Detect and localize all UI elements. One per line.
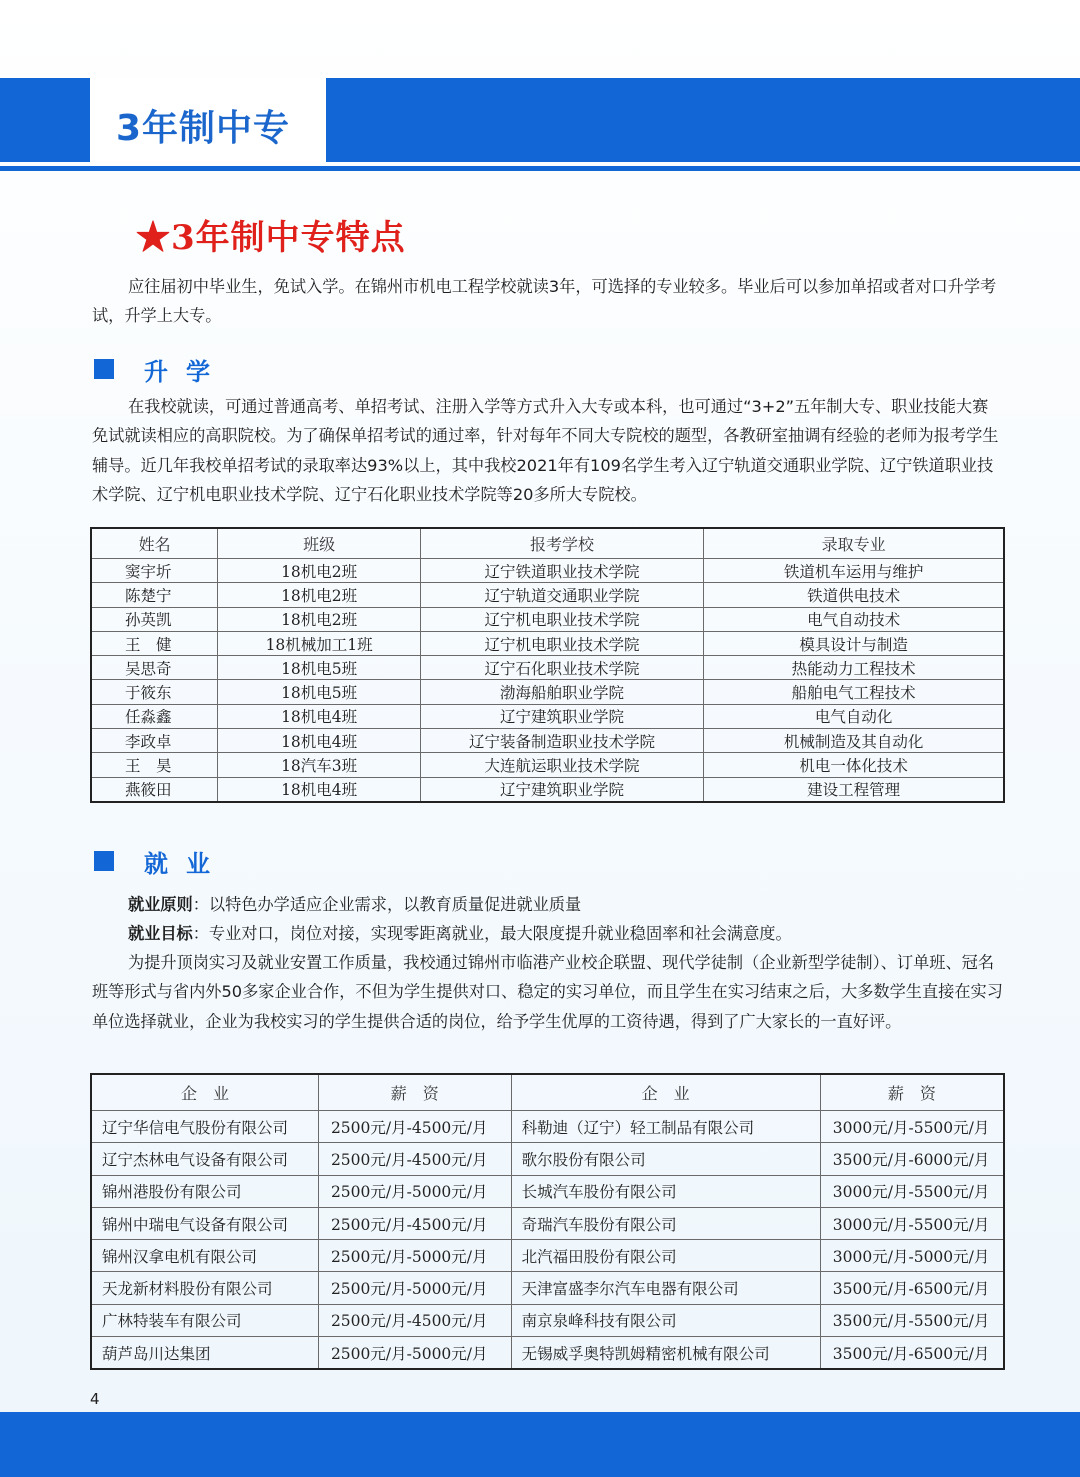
header-divider	[0, 166, 1080, 171]
table-cell: 18汽车3班	[218, 753, 421, 777]
employment-body	[92, 948, 1004, 1036]
table-cell: 机械制造及其自动化	[704, 729, 1004, 753]
table-cell: 辽宁铁道职业技术学院	[420, 559, 703, 583]
table-cell: 歌尔股份有限公司	[511, 1143, 820, 1175]
table-cell: 大连航运职业技术学院	[420, 753, 703, 777]
table-cell: 18机械加工1班	[218, 631, 421, 655]
employment-body-text: 为提升顶岗实习及就业安置工作质量，我校通过锦州市临港产业校企联盟、现代学徒制（企业新型学徒制）、订单班、冠名班等形式与省内外50多家企业合作，不但为学生提供对口、稳定的实习单位，而且学生在实习结束之后，大多数学生直接在实习单位选择就业，企业为我校实习的学生提供合适的岗位，给予学生优厚的工资待遇，得到了广大家长的一直好评。	[92, 953, 1003, 1031]
table-cell: 2500元/月-4500元/月	[318, 1304, 511, 1336]
column-header: 录取专业	[704, 528, 1004, 559]
column-header: 报考学校	[420, 528, 703, 559]
further-study-heading	[94, 354, 228, 384]
column-header: 姓名	[91, 528, 218, 559]
page-number: 4	[90, 1390, 100, 1408]
table-cell: 窦宇圻	[91, 559, 218, 583]
table-cell: 2500元/月-4500元/月	[318, 1143, 511, 1175]
table-cell: 3000元/月-5500元/月	[820, 1111, 1004, 1143]
table-cell: 任淼鑫	[91, 704, 218, 728]
table-cell: 3000元/月-5500元/月	[820, 1207, 1004, 1239]
square-bullet-icon	[94, 851, 114, 871]
table-cell: 辽宁装备制造职业技术学院	[420, 729, 703, 753]
employment-principle	[92, 890, 1004, 919]
table-cell: 吴思奇	[91, 656, 218, 680]
column-header: 班级	[218, 528, 421, 559]
employment-principle-label: 就业原则	[128, 895, 193, 914]
table-cell: 2500元/月-5000元/月	[318, 1240, 511, 1272]
table-cell: 科勒迪（辽宁）轻工制品有限公司	[511, 1111, 820, 1143]
table-row	[91, 1272, 1004, 1304]
footer-band	[0, 1412, 1080, 1477]
further-study-body-text: 在我校就读，可通过普通高考、单招考试、注册入学等方式升入大专或本科，也可通过“3+2”五年制大专、职业技能大赛免试就读相应的高职院校。为了确保单招考试的通过率，针对每年不同大专院校的题型，各教研室抽调有经验的老师为报考学生辅导。近几年我校单招考试的录取率达93%以上，其中我校2021年有109名学生考入辽宁轨道交通职业学院、辽宁铁道职业技术学院、辽宁机电职业技术学院、辽宁石化职业技术学院等20多所大专院校。	[92, 397, 999, 505]
table-cell: 船舶电气工程技术	[704, 680, 1004, 704]
table-row	[91, 1175, 1004, 1207]
table-row	[91, 631, 1004, 655]
table-cell: 18机电2班	[218, 583, 421, 607]
table-cell: 辽宁建筑职业学院	[420, 704, 703, 728]
admissions-table	[90, 527, 1005, 803]
table-cell: 3500元/月-5500元/月	[820, 1304, 1004, 1336]
table-cell: 2500元/月-4500元/月	[318, 1207, 511, 1239]
table-cell: 长城汽车股份有限公司	[511, 1175, 820, 1207]
employment-goal	[92, 919, 1004, 948]
table-cell: 燕筱田	[91, 777, 218, 802]
table-cell: 2500元/月-5000元/月	[318, 1337, 511, 1370]
table-cell: 18机电2班	[218, 607, 421, 631]
table-cell: 于筱东	[91, 680, 218, 704]
table-cell: 18机电4班	[218, 729, 421, 753]
table-cell: 电气自动化	[704, 704, 1004, 728]
employment-heading	[94, 846, 228, 876]
table-row	[91, 704, 1004, 728]
features-title: ★3年制中专特点	[136, 218, 406, 258]
table-cell: 广林特装车有限公司	[91, 1304, 318, 1336]
table-cell: 3500元/月-6000元/月	[820, 1143, 1004, 1175]
table-cell: 陈楚宁	[91, 583, 218, 607]
employment-table	[90, 1073, 1005, 1370]
table-cell: 铁道供电技术	[704, 583, 1004, 607]
table-row	[91, 777, 1004, 802]
employment-heading-text: 就业	[144, 849, 228, 878]
employment-goal-label: 就业目标	[128, 924, 193, 943]
table-cell: 渤海船舶职业学院	[420, 680, 703, 704]
table-cell: 孙英凯	[91, 607, 218, 631]
table-cell: 南京泉峰科技有限公司	[511, 1304, 820, 1336]
table-cell: 2500元/月-4500元/月	[318, 1111, 511, 1143]
table-cell: 模具设计与制造	[704, 631, 1004, 655]
further-study-heading-text: 升学	[144, 357, 228, 386]
table-cell: 锦州中瑞电气设备有限公司	[91, 1207, 318, 1239]
table-cell: 天龙新材料股份有限公司	[91, 1272, 318, 1304]
table-cell: 辽宁石化职业技术学院	[420, 656, 703, 680]
table-cell: 锦州港股份有限公司	[91, 1175, 318, 1207]
table-cell: 18机电2班	[218, 559, 421, 583]
table-row	[91, 680, 1004, 704]
table-row	[91, 559, 1004, 583]
table-cell: 辽宁机电职业技术学院	[420, 631, 703, 655]
table-cell: 王 昊	[91, 753, 218, 777]
table-cell: 3000元/月-5500元/月	[820, 1175, 1004, 1207]
table-cell: 铁道机车运用与维护	[704, 559, 1004, 583]
table-row	[91, 1143, 1004, 1175]
table-cell: 建设工程管理	[704, 777, 1004, 802]
table-cell: 18机电5班	[218, 656, 421, 680]
column-header: 企 业	[511, 1074, 820, 1111]
table-cell: 无锡威孚奥特凯姆精密机械有限公司	[511, 1337, 820, 1370]
table-row	[91, 1304, 1004, 1336]
employment-principle-text: ：以特色办学适应企业需求，以教育质量促进就业质量	[192, 895, 582, 914]
table-row	[91, 753, 1004, 777]
column-header: 企 业	[91, 1074, 318, 1111]
table-row	[91, 1111, 1004, 1143]
table-cell: 3500元/月-6500元/月	[820, 1337, 1004, 1370]
table-cell: 18机电4班	[218, 704, 421, 728]
table-row	[91, 729, 1004, 753]
table-cell: 18机电4班	[218, 777, 421, 802]
table-cell: 辽宁轨道交通职业学院	[420, 583, 703, 607]
table-row	[91, 1240, 1004, 1272]
table-cell: 2500元/月-5000元/月	[318, 1175, 511, 1207]
table-cell: 辽宁华信电气股份有限公司	[91, 1111, 318, 1143]
table-cell: 王 健	[91, 631, 218, 655]
employment-goal-text: ：专业对口，岗位对接，实现零距离就业，最大限度提升就业稳固率和社会满意度。	[192, 924, 792, 943]
features-intro-text: 应往届初中毕业生，免试入学。在锦州市机电工程学校就读3年，可选择的专业较多。毕业后可以参加单招或者对口升学考试，升学上大专。	[92, 277, 997, 326]
table-cell: 电气自动技术	[704, 607, 1004, 631]
table-cell: 辽宁建筑职业学院	[420, 777, 703, 802]
table-cell: 北汽福田股份有限公司	[511, 1240, 820, 1272]
features-intro	[92, 272, 1004, 331]
table-cell: 葫芦岛川达集团	[91, 1337, 318, 1370]
page-title: 3年制中专	[116, 108, 291, 149]
column-header: 薪 资	[318, 1074, 511, 1111]
table-row	[91, 656, 1004, 680]
square-bullet-icon	[94, 359, 114, 379]
table-row	[91, 1337, 1004, 1370]
table-cell: 18机电5班	[218, 680, 421, 704]
table-cell: 天津富盛李尔汽车电器有限公司	[511, 1272, 820, 1304]
table-cell: 辽宁杰林电气设备有限公司	[91, 1143, 318, 1175]
table-cell: 李政卓	[91, 729, 218, 753]
table-header-row	[91, 528, 1004, 559]
table-cell: 辽宁机电职业技术学院	[420, 607, 703, 631]
table-cell: 锦州汉拿电机有限公司	[91, 1240, 318, 1272]
table-cell: 机电一体化技术	[704, 753, 1004, 777]
table-cell: 3500元/月-6500元/月	[820, 1272, 1004, 1304]
table-cell: 3000元/月-5000元/月	[820, 1240, 1004, 1272]
table-header-row	[91, 1074, 1004, 1111]
further-study-body	[92, 392, 1004, 510]
table-cell: 2500元/月-5000元/月	[318, 1272, 511, 1304]
table-row	[91, 583, 1004, 607]
table-cell: 热能动力工程技术	[704, 656, 1004, 680]
table-row	[91, 1207, 1004, 1239]
column-header: 薪 资	[820, 1074, 1004, 1111]
table-cell: 奇瑞汽车股份有限公司	[511, 1207, 820, 1239]
table-row	[91, 607, 1004, 631]
